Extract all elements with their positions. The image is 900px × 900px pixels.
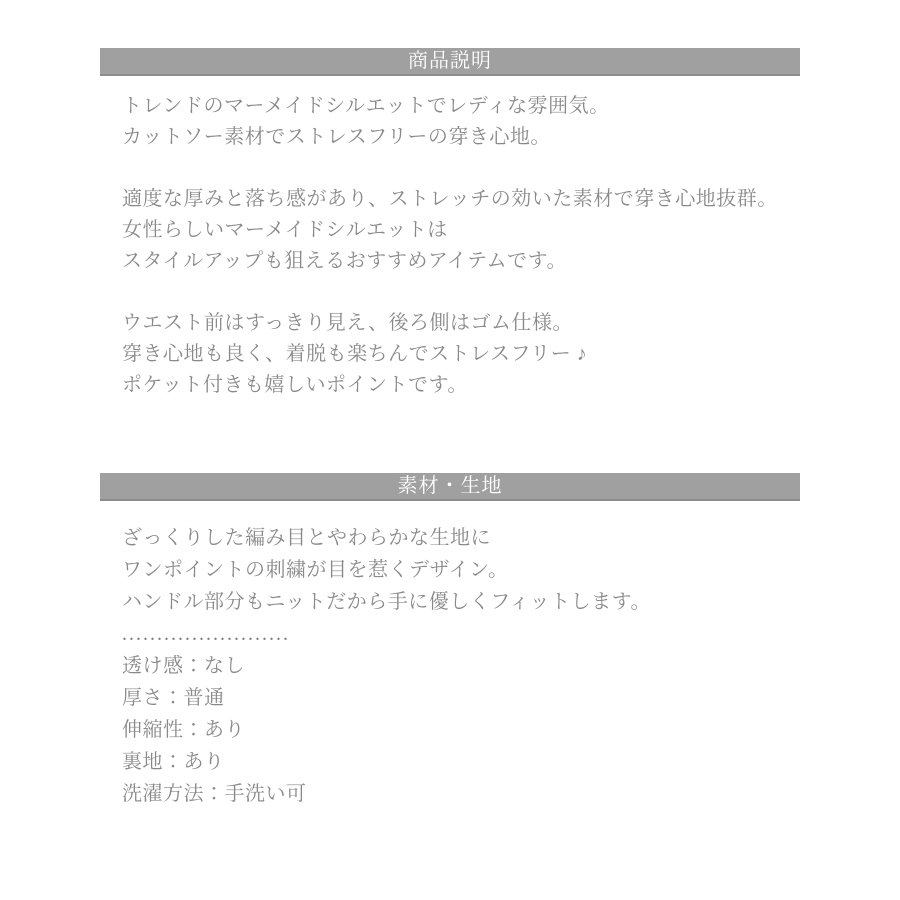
spec-separator: ：: [163, 751, 184, 773]
spec-label: 伸縮性: [122, 719, 184, 741]
description-line: スタイルアップも狙えるおすすめアイテムです。: [122, 250, 567, 272]
description-line: ポケット付きも嬉しいポイントです。: [122, 374, 468, 396]
spec-value: 普通: [183, 687, 225, 709]
description-line: 女性らしいマーメイドシルエットは: [122, 219, 448, 241]
spec-label: 透け感: [122, 655, 184, 677]
material-fabric-text: [100, 501, 800, 810]
spec-value: あり: [183, 751, 225, 773]
section-header-product-description: [100, 48, 800, 76]
spec-row-washing: [122, 778, 800, 810]
description-line: カットソー素材でストレスフリーの穿き心地。: [122, 126, 551, 148]
spec-value: なし: [204, 655, 245, 677]
description-line: 適度な厚みと落ち感があり、ストレッチの効いた素材で穿き心地抜群。: [122, 188, 778, 210]
material-line: ハンドル部分もニットだから手に優しくフィットします。: [122, 591, 651, 613]
section-material-fabric: [100, 473, 800, 810]
section-product-description: [100, 48, 800, 401]
spec-value: 手洗い可: [224, 783, 307, 805]
section-header-material-fabric: [100, 473, 800, 501]
section-title-product-description: 商品説明: [408, 50, 492, 72]
spec-separator: ：: [183, 719, 204, 741]
spec-label: 厚さ: [122, 687, 163, 709]
spec-row-thickness: [122, 682, 800, 714]
dots-divider: ........................: [122, 623, 290, 645]
description-line: 穿き心地も良く、着脱も楽ちんでストレスフリー ♪: [122, 343, 588, 365]
material-line: ワンポイントの刺繍が目を惹くデザイン。: [122, 559, 509, 581]
description-paragraph: [122, 184, 800, 277]
section-title-material-fabric: 素材・生地: [397, 475, 503, 497]
description-paragraph: [122, 91, 800, 153]
spec-row-stretch: [122, 714, 800, 746]
spec-label: 洗濯方法: [122, 783, 204, 805]
spec-separator: ：: [163, 687, 184, 709]
description-line: トレンドのマーメイドシルエットでレディな雰囲気。: [122, 95, 610, 117]
content-column: [100, 0, 800, 810]
description-line: ウエスト前はすっきり見え、後ろ側はゴム仕様。: [122, 312, 573, 334]
material-line: ざっくりした編み目とやわらかな生地に: [122, 527, 491, 549]
spec-separator: ：: [183, 655, 204, 677]
spec-value: あり: [204, 719, 245, 741]
spec-label: 裏地: [122, 751, 163, 773]
description-paragraph: [122, 308, 800, 401]
spec-separator: ：: [204, 783, 225, 805]
spec-row-lining: [122, 746, 800, 778]
spec-row-sheerness: [122, 650, 800, 682]
product-description-text: [100, 76, 800, 401]
